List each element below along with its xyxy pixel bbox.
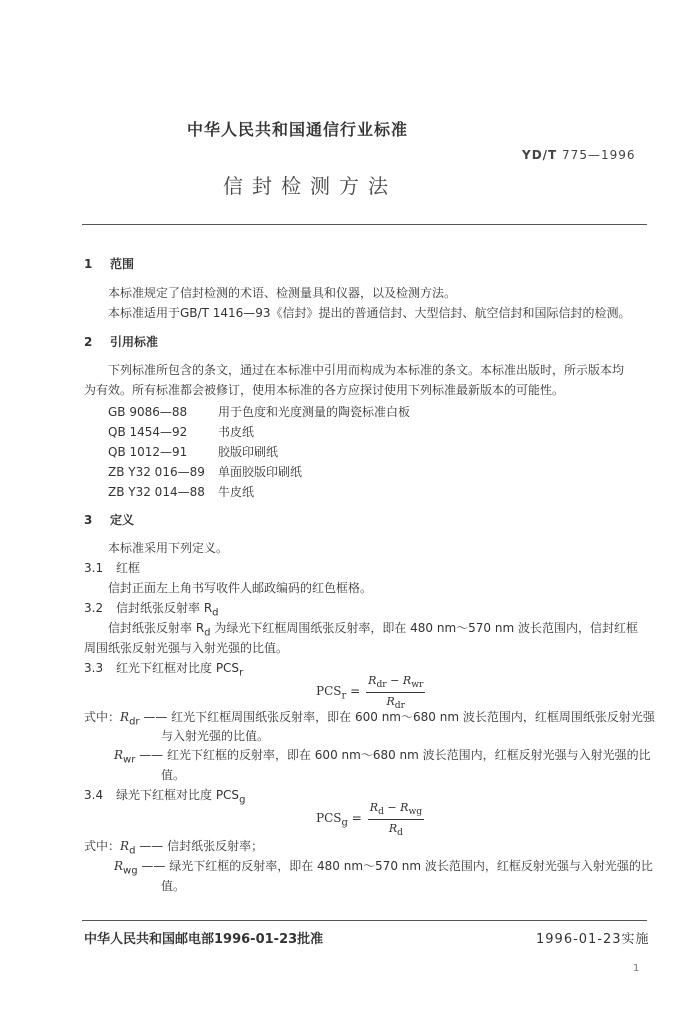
- where-item-rdr: [84, 708, 655, 727]
- subscript: wg: [123, 865, 138, 877]
- subscript: r: [341, 690, 347, 702]
- where-symbol: R: [114, 859, 124, 873]
- clause-number: 3.1: [84, 561, 104, 575]
- where-text: 绿光下红框的反射率，即在 480 nm～570 nm 波长范围内，红框反射光强与入射光强的比: [169, 859, 653, 873]
- formula-lhs: $PCS_g$ =: [316, 810, 362, 829]
- standard-code-prefix: YD/T: [522, 148, 558, 162]
- reference-code: GB 9086—88: [108, 405, 188, 419]
- subscript: wr: [411, 679, 424, 691]
- reference-name: 用于色度和光度测量的陶瓷标准白板: [218, 405, 411, 419]
- definition-3-3-heading: [84, 659, 243, 678]
- page-number: 1: [633, 963, 640, 974]
- where-item-rwr-cont: 值。: [161, 768, 186, 782]
- text-segment: 信封纸张反射率 R: [108, 621, 205, 635]
- reference-item: [108, 423, 254, 440]
- formula-fraction: [366, 674, 425, 711]
- where-dash: ——: [135, 839, 168, 853]
- definition-3-4-heading: [84, 786, 245, 805]
- clause-number: 3.2: [84, 601, 104, 615]
- reference-item: [108, 463, 302, 480]
- clause-number: 3.3: [84, 661, 104, 675]
- formula-symbol: PCS: [316, 810, 342, 825]
- formula-denominator: [389, 820, 403, 838]
- where-item-rwr: [114, 746, 651, 765]
- formula-symbol: R: [368, 674, 377, 687]
- reference-name: 单面胶版印刷纸: [218, 465, 303, 479]
- where-dash: ——: [139, 710, 172, 724]
- reference-code: QB 1012—91: [108, 445, 188, 459]
- reference-item: [108, 483, 254, 500]
- section-2-para-line-1: 下列标准所包含的条文，通过在本标准中引用而构成为本标准的条文。本标准出版时，所示版本均: [108, 363, 625, 377]
- formula-symbol: R: [386, 695, 395, 709]
- subscript: dr: [394, 700, 406, 712]
- where-dash: ——: [137, 859, 170, 873]
- approval-line: 中华人民共和国邮电部1996-01-23批准: [84, 932, 324, 947]
- issuing-body-title: 中华人民共和国通信行业标准: [187, 120, 409, 139]
- standard-code-number: 775—1996: [562, 148, 636, 162]
- clause-title: 红框: [116, 561, 141, 575]
- formula-lhs: $PCS_r$ =: [316, 683, 361, 702]
- where-symbol: R: [114, 748, 124, 762]
- where-prefix: 式中：: [84, 839, 121, 853]
- definition-3-1-text: 信封正面左上角书写收件人邮政编码的红色框格。: [108, 581, 373, 595]
- section-number: 2: [84, 335, 93, 349]
- subscript: dr: [129, 716, 140, 728]
- subscript: wg: [408, 806, 423, 818]
- definition-3-2-text-line-1: [108, 619, 638, 638]
- formula-symbol: − R: [386, 674, 412, 687]
- formula-symbol: PCS: [316, 683, 342, 698]
- clause-title-subscript: r: [239, 667, 244, 679]
- where-item-rdr-cont: 与入射光强的比值。: [161, 729, 270, 743]
- formula-pcs-g: [316, 801, 424, 838]
- section-number: 3: [84, 513, 93, 527]
- formula-symbol: R: [369, 801, 379, 814]
- subscript: g: [341, 817, 348, 829]
- clause-title: 信封纸张反射率 R: [116, 601, 213, 615]
- section-1-heading: [84, 255, 134, 272]
- reference-code: ZB Y32 016—89: [108, 465, 205, 479]
- where-text: 红光下红框的反射率，即在 600 nm～680 nm 波长范围内，红框反射光强与入射光强的比: [166, 748, 651, 762]
- subscript: d: [378, 806, 384, 818]
- section-title: 引用标准: [110, 335, 159, 349]
- subscript: wr: [123, 754, 136, 766]
- subscript: d: [129, 845, 136, 857]
- section-2-heading: [84, 333, 158, 350]
- where-text: 信封纸张反射率；: [167, 839, 264, 853]
- text-segment: 为绿光下红框周围纸张反射率，即在 480 nm～570 nm 波长范围内，信封红框: [210, 621, 638, 635]
- where-item-rd: [84, 837, 263, 856]
- footer-rule: [82, 920, 647, 921]
- reference-code: QB 1454—92: [108, 425, 188, 439]
- formula-symbol: R: [388, 822, 398, 836]
- formula-symbol: − R: [383, 801, 409, 814]
- section-title: 范围: [110, 257, 135, 271]
- section-number: 1: [84, 257, 93, 271]
- reference-name: 胶版印刷纸: [218, 445, 279, 459]
- section-1-para-1: 本标准规定了信封检测的术语、检测量具和仪器，以及检测方法。: [108, 286, 457, 300]
- section-title: 定义: [110, 513, 135, 527]
- section-1-para-2: 本标准适用于GB/T 1416—93《信封》提出的普通信封、大型信封、航空信封和国际信封的检测。: [108, 306, 631, 320]
- where-item-rwg: [114, 857, 653, 876]
- formula-numerator: [368, 801, 424, 820]
- section-3-intro: 本标准采用下列定义。: [108, 541, 229, 555]
- where-symbol: R: [120, 710, 130, 724]
- reference-item: [108, 403, 410, 420]
- definition-3-2-text-line-2: 周围纸张反射光强与入射光强的比值。: [84, 641, 289, 655]
- formula-fraction: [368, 801, 424, 838]
- subscript: dr: [376, 679, 387, 691]
- where-text: 红光下红框周围纸张反射率，即在 600 nm～680 nm 波长范围内，红框周围纸张反射光强: [171, 710, 655, 724]
- reference-name: 牛皮纸: [218, 485, 255, 499]
- section-3-heading: [84, 511, 134, 528]
- subscript: d: [397, 827, 404, 839]
- definition-3-1-heading: [84, 559, 140, 576]
- definition-3-2-heading: [84, 599, 219, 618]
- subscript: d: [204, 627, 211, 639]
- clause-title: 绿光下红框对比度 PCS: [116, 788, 240, 802]
- clause-title-subscript: d: [212, 607, 219, 619]
- header-rule: [82, 224, 647, 225]
- implementation-date: 1996-01-23实施: [536, 932, 650, 947]
- section-2-para-line-2: 为有效。所有标准都会被修订，使用本标准的各方应探讨使用下列标准最新版本的可能性。: [84, 383, 565, 397]
- where-prefix: 式中：: [84, 710, 121, 724]
- formula-numerator: [366, 674, 425, 693]
- formula-pcs-r: [316, 674, 425, 711]
- reference-name: 书皮纸: [218, 425, 255, 439]
- where-item-rwg-cont: 值。: [161, 879, 186, 893]
- reference-code: ZB Y32 014—88: [108, 485, 205, 499]
- clause-number: 3.4: [84, 788, 104, 802]
- where-symbol: R: [120, 839, 130, 853]
- standard-code: [522, 148, 636, 162]
- clause-title: 红光下红框对比度 PCS: [116, 661, 240, 675]
- clause-title-subscript: g: [239, 794, 246, 806]
- where-dash: ——: [135, 748, 167, 762]
- reference-item: [108, 443, 278, 460]
- document-title: 信封检测方法: [223, 174, 397, 198]
